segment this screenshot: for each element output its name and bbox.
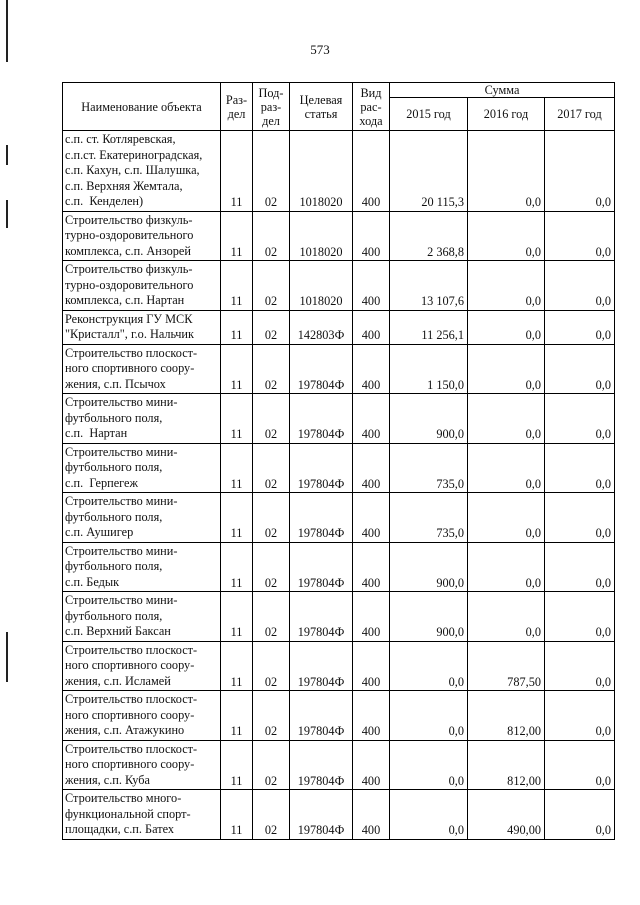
header-name: Наименование объекта [63, 83, 221, 131]
statya-cell: 197804Ф [290, 443, 353, 493]
sum-2017-cell: 0,0 [545, 493, 615, 543]
table-row [63, 641, 615, 691]
podrazdel-cell: 02 [253, 740, 290, 790]
sum-2016-cell: 0,0 [468, 493, 545, 543]
razdel-cell: 11 [221, 493, 253, 543]
sum-2017-cell: 0,0 [545, 394, 615, 444]
vid-cell: 400 [353, 211, 390, 261]
object-name: Строительство плоскост- ного спортивного соору- жения, с.п. Псычох [63, 344, 221, 394]
statya-cell: 1018020 [290, 261, 353, 311]
table-row [63, 740, 615, 790]
statya-cell: 197804Ф [290, 790, 353, 840]
sum-2015-cell: 2 368,8 [390, 211, 468, 261]
sum-2017-cell: 0,0 [545, 443, 615, 493]
razdel-cell: 11 [221, 641, 253, 691]
sum-2015-cell: 13 107,6 [390, 261, 468, 311]
sum-2017-cell: 0,0 [545, 211, 615, 261]
sum-2016-cell: 0,0 [468, 394, 545, 444]
podrazdel-cell: 02 [253, 493, 290, 543]
sum-2015-cell: 735,0 [390, 443, 468, 493]
table-row [63, 790, 615, 840]
object-name: Строительство физкуль- турно-оздоровительного комплекса, с.п. Анзорей [63, 211, 221, 261]
podrazdel-cell: 02 [253, 394, 290, 444]
header-2015: 2015 год [390, 98, 468, 131]
podrazdel-cell: 02 [253, 542, 290, 592]
statya-cell: 1018020 [290, 131, 353, 212]
razdel-cell: 11 [221, 790, 253, 840]
sum-2015-cell: 20 115,3 [390, 131, 468, 212]
sum-2015-cell: 0,0 [390, 740, 468, 790]
vid-cell: 400 [353, 394, 390, 444]
razdel-cell: 11 [221, 592, 253, 642]
razdel-cell: 11 [221, 443, 253, 493]
object-name: Строительство мини- футбольного поля, с.п. Аушигер [63, 493, 221, 543]
podrazdel-cell: 02 [253, 211, 290, 261]
table-row [63, 131, 615, 212]
sum-2016-cell: 0,0 [468, 344, 545, 394]
vid-cell: 400 [353, 443, 390, 493]
header-2016: 2016 год [468, 98, 545, 131]
sum-2015-cell: 0,0 [390, 641, 468, 691]
statya-cell: 1018020 [290, 211, 353, 261]
razdel-cell: 11 [221, 394, 253, 444]
object-name: Реконструкция ГУ МСК "Кристалл", г.о. Нальчик [63, 310, 221, 344]
sum-2017-cell: 0,0 [545, 542, 615, 592]
statya-cell: 197804Ф [290, 344, 353, 394]
table-row [63, 691, 615, 741]
sum-2015-cell: 900,0 [390, 542, 468, 592]
object-name: Строительство плоскост- ного спортивного соору- жения, с.п. Исламей [63, 641, 221, 691]
header-vid: Вид рас- хода [353, 83, 390, 131]
statya-cell: 197804Ф [290, 542, 353, 592]
sum-2016-cell: 812,00 [468, 740, 545, 790]
header-razdel: Раз- дел [221, 83, 253, 131]
table-row [63, 344, 615, 394]
scan-margin-mark [6, 632, 8, 682]
razdel-cell: 11 [221, 542, 253, 592]
razdel-cell: 11 [221, 740, 253, 790]
vid-cell: 400 [353, 592, 390, 642]
object-name: Строительство плоскост- ного спортивного соору- жения, с.п. Атажукино [63, 691, 221, 741]
sum-2017-cell: 0,0 [545, 310, 615, 344]
table-body [63, 131, 615, 840]
object-name: Строительство мини- футбольного поля, с.п. Нартан [63, 394, 221, 444]
object-name: Строительство мини- футбольного поля, с.п. Бедык [63, 542, 221, 592]
podrazdel-cell: 02 [253, 592, 290, 642]
sum-2015-cell: 900,0 [390, 394, 468, 444]
header-summa: Сумма [390, 83, 615, 98]
sum-2017-cell: 0,0 [545, 592, 615, 642]
razdel-cell: 11 [221, 310, 253, 344]
table-row [63, 443, 615, 493]
statya-cell: 197804Ф [290, 493, 353, 543]
object-name: Строительство физкуль- турно-оздоровительного комплекса, с.п. Нартан [63, 261, 221, 311]
podrazdel-cell: 02 [253, 310, 290, 344]
table-row [63, 394, 615, 444]
sum-2015-cell: 900,0 [390, 592, 468, 642]
scan-margin-mark [6, 0, 8, 62]
podrazdel-cell: 02 [253, 790, 290, 840]
vid-cell: 400 [353, 641, 390, 691]
sum-2016-cell: 812,00 [468, 691, 545, 741]
podrazdel-cell: 02 [253, 131, 290, 212]
vid-cell: 400 [353, 493, 390, 543]
vid-cell: 400 [353, 131, 390, 212]
header-podrazdel: Под- раз- дел [253, 83, 290, 131]
table-row [63, 211, 615, 261]
sum-2015-cell: 0,0 [390, 790, 468, 840]
table-row [63, 493, 615, 543]
sum-2016-cell: 0,0 [468, 131, 545, 212]
razdel-cell: 11 [221, 691, 253, 741]
podrazdel-cell: 02 [253, 641, 290, 691]
sum-2017-cell: 0,0 [545, 740, 615, 790]
sum-2016-cell: 0,0 [468, 211, 545, 261]
sum-2016-cell: 0,0 [468, 310, 545, 344]
object-name: с.п. ст. Котляревская, с.п.ст. Екатериноградская, с.п. Кахун, с.п. Шалушка, с.п. Верхняя Жемтала, с.п. Кенделен) [63, 131, 221, 212]
table-row [63, 542, 615, 592]
sum-2017-cell: 0,0 [545, 691, 615, 741]
sum-2017-cell: 0,0 [545, 344, 615, 394]
object-name: Строительство мини- футбольного поля, с.п. Герпегеж [63, 443, 221, 493]
object-name: Строительство много- функциональной спорт- площадки, с.п. Батех [63, 790, 221, 840]
vid-cell: 400 [353, 310, 390, 344]
vid-cell: 400 [353, 261, 390, 311]
sum-2015-cell: 1 150,0 [390, 344, 468, 394]
razdel-cell: 11 [221, 211, 253, 261]
sum-2016-cell: 0,0 [468, 542, 545, 592]
object-name: Строительство плоскост- ного спортивного соору- жения, с.п. Куба [63, 740, 221, 790]
statya-cell: 197804Ф [290, 394, 353, 444]
podrazdel-cell: 02 [253, 344, 290, 394]
sum-2016-cell: 787,50 [468, 641, 545, 691]
sum-2017-cell: 0,0 [545, 790, 615, 840]
header-2017: 2017 год [545, 98, 615, 131]
sum-2017-cell: 0,0 [545, 261, 615, 311]
razdel-cell: 11 [221, 131, 253, 212]
scan-margin-mark [6, 145, 8, 165]
sum-2016-cell: 0,0 [468, 443, 545, 493]
sum-2017-cell: 0,0 [545, 641, 615, 691]
vid-cell: 400 [353, 740, 390, 790]
razdel-cell: 11 [221, 261, 253, 311]
sum-2016-cell: 0,0 [468, 592, 545, 642]
sum-2015-cell: 11 256,1 [390, 310, 468, 344]
page-number: 573 [310, 42, 330, 57]
podrazdel-cell: 02 [253, 443, 290, 493]
table-row [63, 310, 615, 344]
vid-cell: 400 [353, 691, 390, 741]
header-statya: Целевая статья [290, 83, 353, 131]
sum-2016-cell: 0,0 [468, 261, 545, 311]
sum-2017-cell: 0,0 [545, 131, 615, 212]
object-name: Строительство мини- футбольного поля, с.п. Верхний Баксан [63, 592, 221, 642]
sum-2015-cell: 735,0 [390, 493, 468, 543]
vid-cell: 400 [353, 790, 390, 840]
vid-cell: 400 [353, 542, 390, 592]
statya-cell: 197804Ф [290, 740, 353, 790]
statya-cell: 197804Ф [290, 641, 353, 691]
vid-cell: 400 [353, 344, 390, 394]
podrazdel-cell: 02 [253, 691, 290, 741]
scan-margin-mark [6, 200, 8, 228]
budget-table [62, 82, 615, 840]
table-row [63, 592, 615, 642]
table-row [63, 261, 615, 311]
statya-cell: 197804Ф [290, 691, 353, 741]
podrazdel-cell: 02 [253, 261, 290, 311]
sum-2016-cell: 490,00 [468, 790, 545, 840]
sum-2015-cell: 0,0 [390, 691, 468, 741]
statya-cell: 197804Ф [290, 592, 353, 642]
statya-cell: 142803Ф [290, 310, 353, 344]
razdel-cell: 11 [221, 344, 253, 394]
